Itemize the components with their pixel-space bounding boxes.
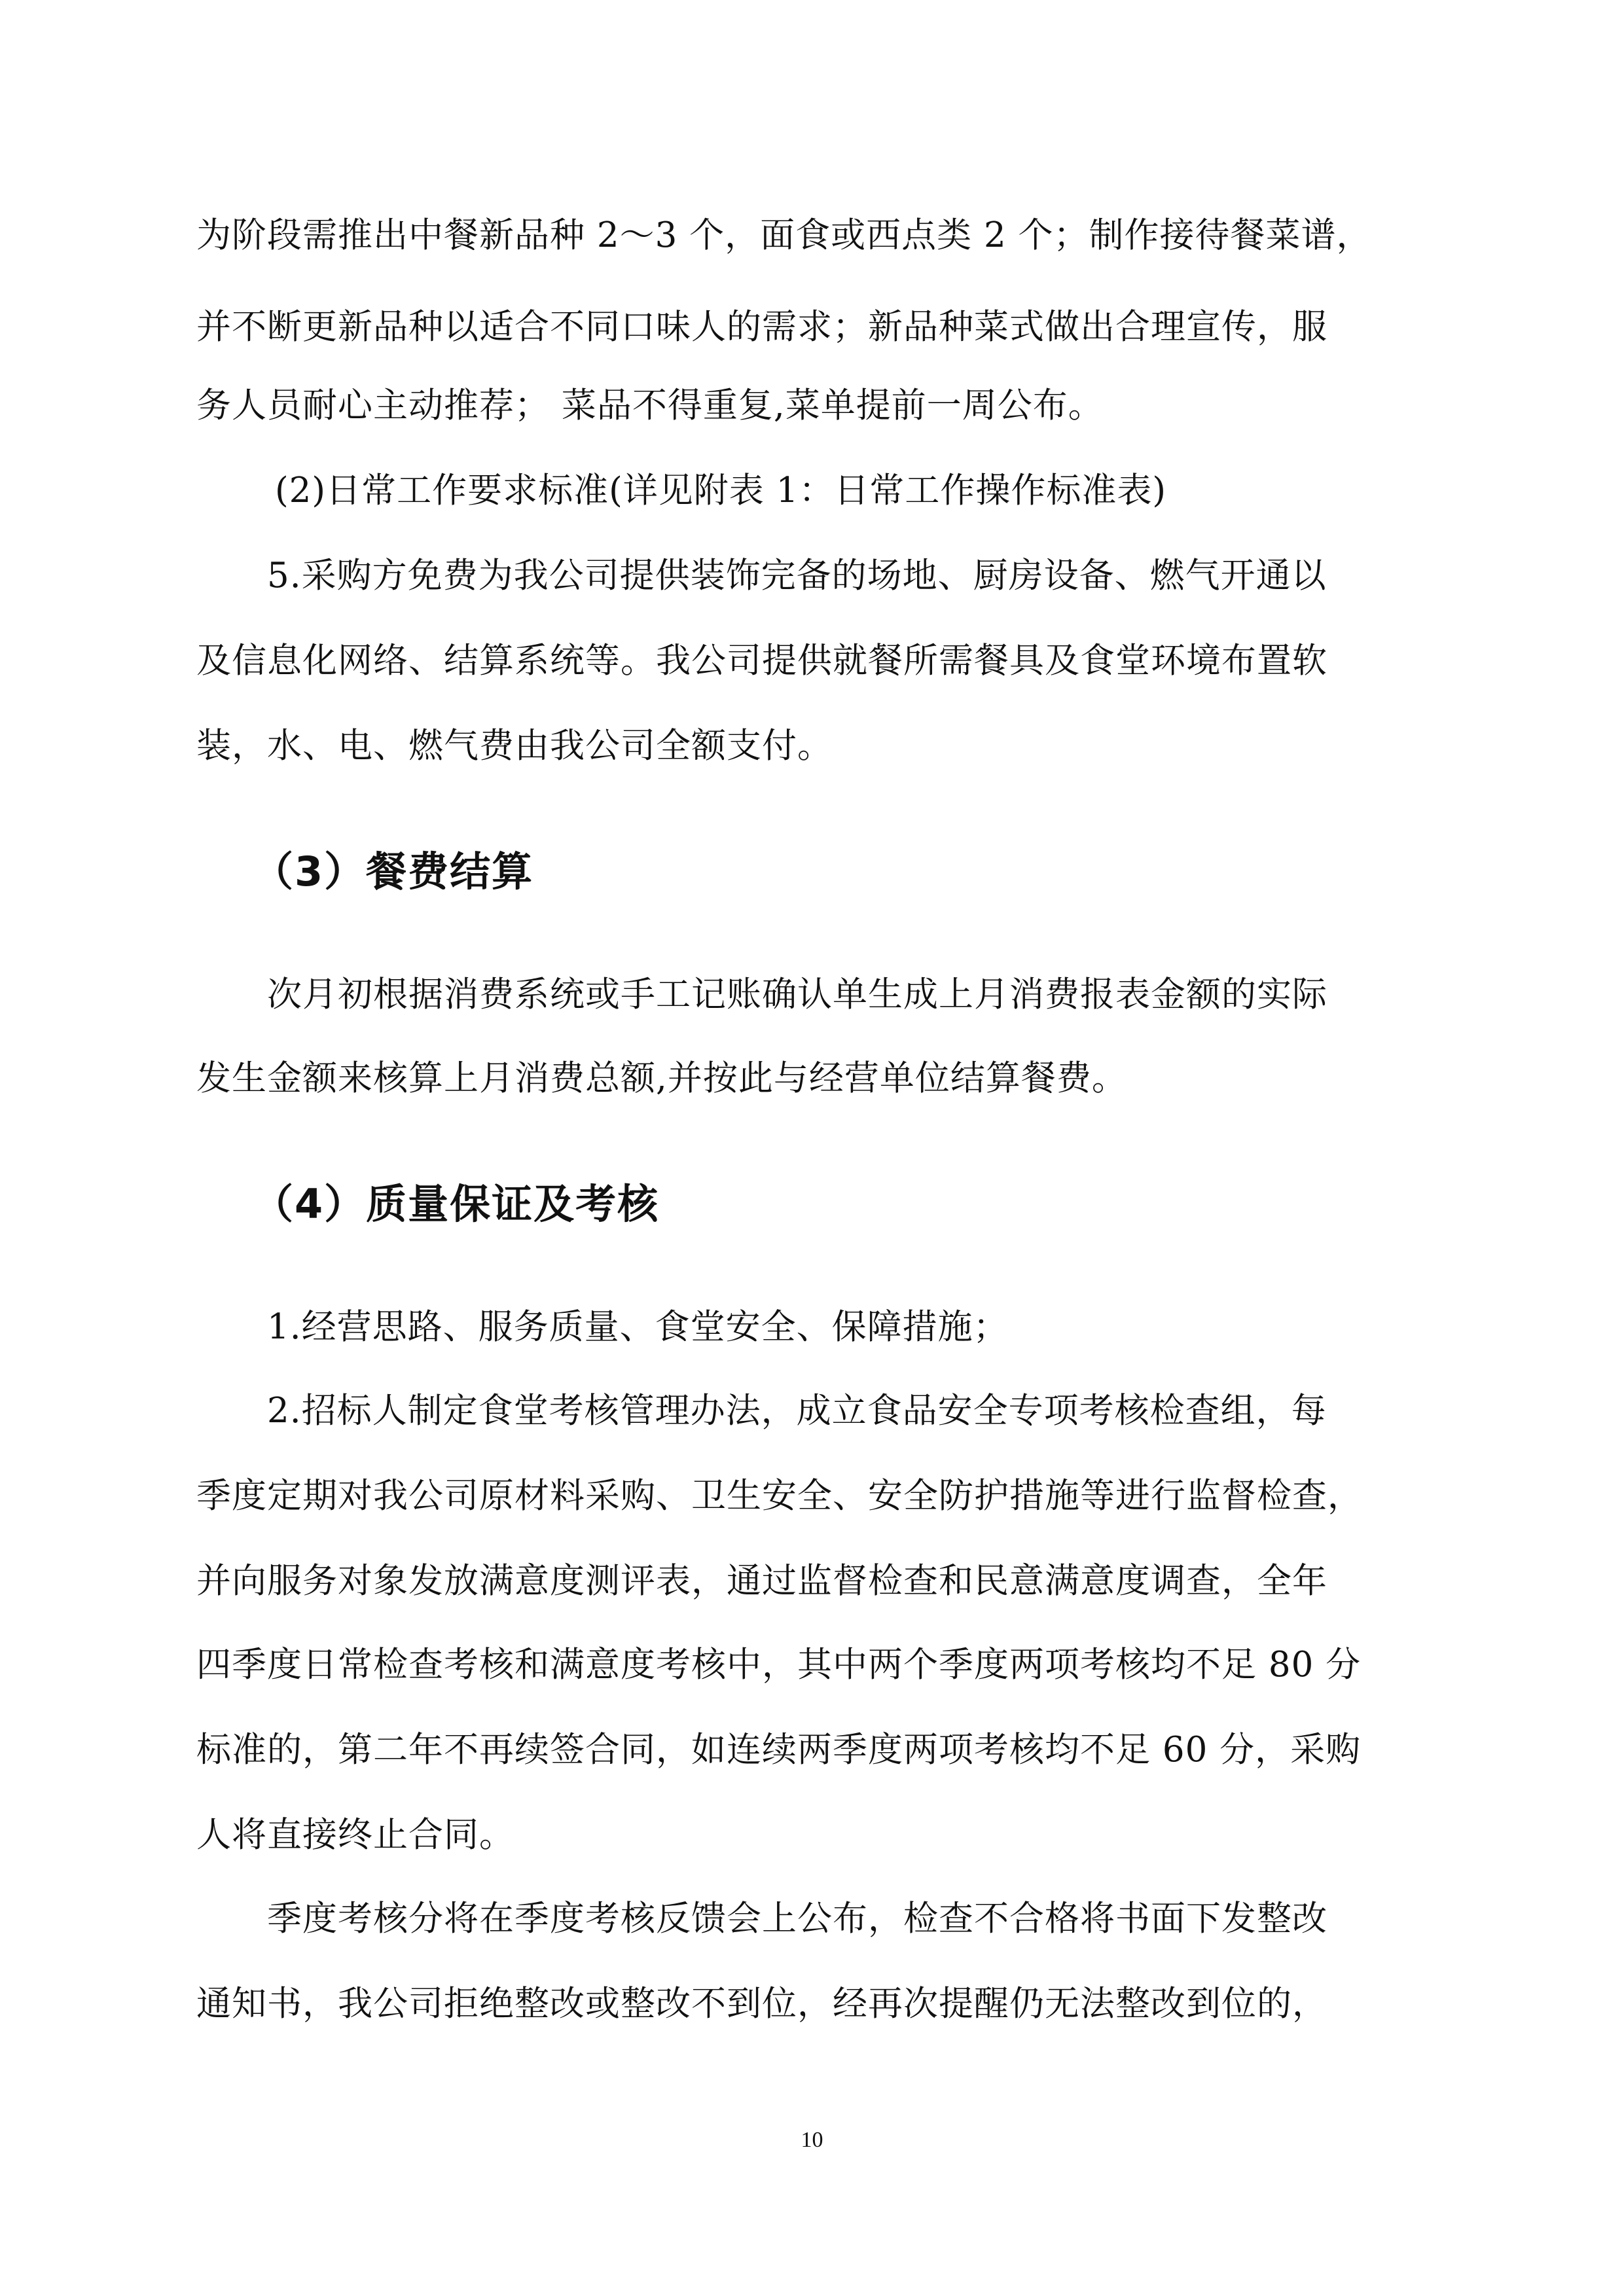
- section-heading: （3）餐费结算: [253, 848, 534, 895]
- section-heading: （4）质量保证及考核: [253, 1180, 660, 1228]
- paragraph-line: 通知书，我公司拒绝整改或整改不到位，经再次提醒仍无法整改到位的，: [196, 1984, 1327, 2024]
- paragraph-line: 装，水、电、燃气费由我公司全额支付。: [196, 726, 833, 766]
- paragraph-line: 次月初根据消费系统或手工记账确认单生成上月消费报表金额的实际: [267, 975, 1327, 1014]
- paragraph-line: 务人员耐心主动推荐； 菜品不得重复,菜单提前一周公布。: [196, 386, 1104, 425]
- page-number: 10: [801, 2128, 823, 2152]
- paragraph-line: 季度考核分将在季度考核反馈会上公布，检查不合格将书面下发整改: [267, 1899, 1327, 1939]
- paragraph-line: (2)日常工作要求标准(详见附表 1：日常工作操作标准表): [275, 471, 1166, 511]
- paragraph-line: 1.经营思路、服务质量、食堂安全、保障措施；: [267, 1307, 1009, 1347]
- paragraph-line: 并向服务对象发放满意度测评表，通过监督检查和民意满意度调查，全年: [196, 1561, 1327, 1601]
- paragraph-line: 人将直接终止合同。: [196, 1815, 514, 1855]
- paragraph-line: 2.招标人制定食堂考核管理办法，成立食品安全专项考核检查组，每: [267, 1391, 1327, 1431]
- paragraph-line: 及信息化网络、结算系统等。我公司提供就餐所需餐具及食堂环境布置软: [196, 641, 1327, 681]
- paragraph-line: 并不断更新品种以适合不同口味人的需求；新品种菜式做出合理宣传，服: [196, 307, 1327, 347]
- paragraph-line: 四季度日常检查考核和满意度考核中，其中两个季度两项考核均不足 80 分: [196, 1645, 1362, 1685]
- paragraph-line: 发生金额来核算上月消费总额,并按此与经营单位结算餐费。: [196, 1058, 1127, 1098]
- paragraph-line: 为阶段需推出中餐新品种 2～3 个，面食或西点类 2 个；制作接待餐菜谱，: [196, 215, 1372, 255]
- paragraph-line: 季度定期对我公司原材料采购、卫生安全、安全防护措施等进行监督检查，: [196, 1476, 1363, 1516]
- paragraph-line: 5.采购方免费为我公司提供装饰完备的场地、厨房设备、燃气开通以: [267, 556, 1327, 596]
- paragraph-line: 标准的，第二年不再续签合同，如连续两季度两项考核均不足 60 分，采购: [196, 1730, 1362, 1770]
